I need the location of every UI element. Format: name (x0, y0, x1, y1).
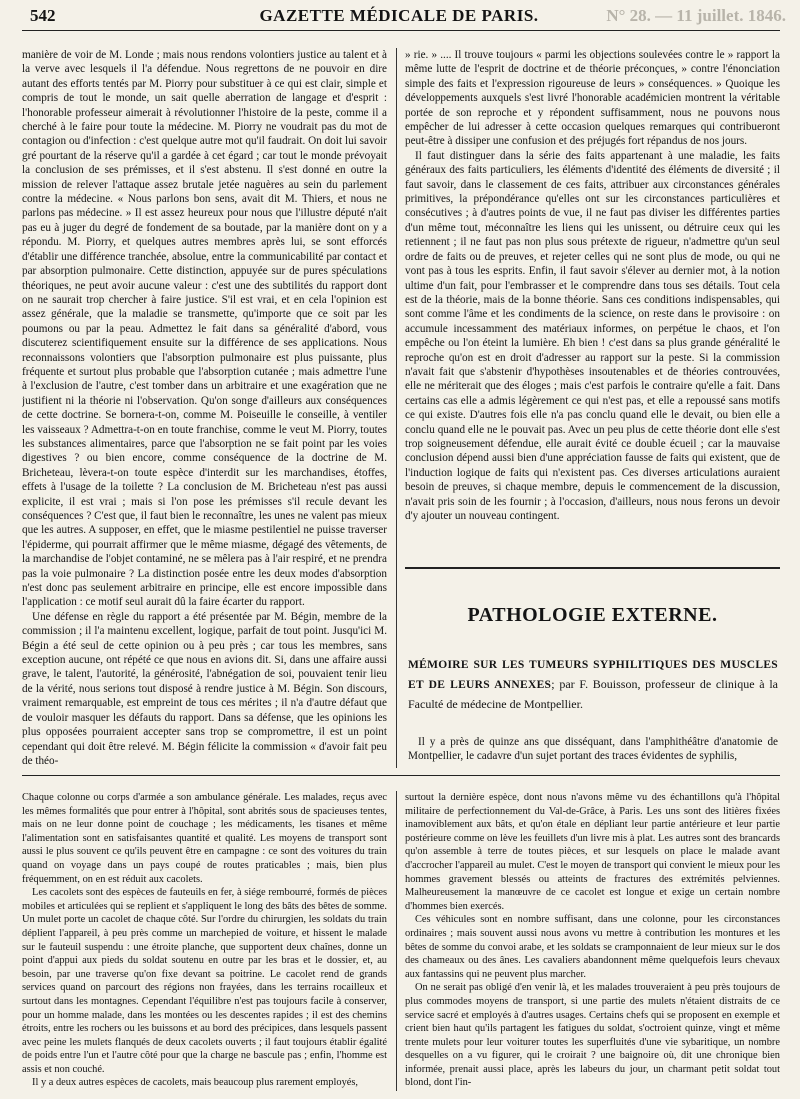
issue-mirror-text: N° 28. — 11 juillet. 1846. (606, 6, 786, 25)
memoir-heading (408, 655, 778, 714)
page-header (8, 4, 790, 26)
memoir-title: MÉMOIRE SUR LES TUMEURS SYPHILITIQUES DES MUSCLES ET DE LEURS ANNEXES (408, 659, 778, 691)
journal-title: GAZETTE MÉDICALE DE PARIS. (259, 6, 539, 25)
memoir-intro: Il y a près de quinze ans que disséquant, dans l'amphithéâtre d'anatomie de Montpellier, le cadavre d'un sujet portant des traces évidentes de syphilis, (408, 736, 778, 763)
paragraph: Il faut distinguer dans la série des faits appartenant à une maladie, les faits généraux des faits particuliers, les éléments d'identité des éléments de diversité ; il faut savoir, dans le classement de ces faits, attribuer aux circonstances générales primitives, la prépondérance qu'elles ont sur les circonstances particulières et consécutives ; à d'autres points de vue, il ne faut pas diviser les différentes parties d'un même tout, méconnaître les liens qui les unissent, ou détruire ceux qui les retiennent ; il ne faut pas non plus sous prétexte de rigueur, n'admettre qu'un seul ordre de faits ou de preuves, et rejeter celles qui ne sont plus de mode, ou qui ne vont pas à tous les esprits. Enfin, il faut savoir s'élever au dernier mot, à la notion ultime d'un fait, pour l'embrasser et le comprendre dans tous ses détails. Tout cela est de la théorie, mais de la bonne théorie. Sans ces conditions indispensables, qui sont comme l'âme et les condiments de la science, on reste dans le provisoire : on accumule incessamment des matériaux informes, on perpétue le chaos, et l'on empêche ou l'on éteint la lumière. Eh bien ! c'est dans sa plus grande généralité le reproche qu'on est en droit d'adresser au rapport sur la peste. Si la commission n'avait fait que s'abstenir d'hypothèses insoutenables et de théories controuvées, elle ne mériterait que des éloges ; mais c'est parfois le contraire qu'elle a fait. Dans certains cas elle a admis légèrement ce qui n'est pas, et elle a repoussé sans motifs ce qui existe. D'autres fois elle n'a pas conclu quand elle le devait, ou bien elle a conclu quand elle ne le pouvait pas. Avec un peu plus de cette théorie dont elle s'est trop soigneusement défendue, elle aurait évité ce double écueil ; car la mauvaise conclusion dépend aussi bien d'une appréciation fausse de faits qui existent, que de l'induction logique de faits qui n'existent pas. Ces diverses articulations auraient besoin de preuves, si chaque membre, depuis le commencement de la discussion, n'avait pris soin de les fournir ; à l'occasion, d'ailleurs, nous nous ferons un devoir d'y ajouter un nouveau contingent. (405, 149, 780, 522)
paragraph: surtout la dernière espèce, dont nous n'avons même vu des échantillons qu'à l'hôpital militaire de perfectionnement du Val-de-Grâce, à Paris. Les uns sont des litières fixées inamoviblement aux bâts, et qu'on étale en dépliant leur partie antérieure et leur partie postérieure comme on lève les feuillets d'un livre mis à plat. Les autres sont des brancards qu'on assemble à terre de toutes pièces, et sur lesquels on place le malade avant d'accrocher l'appareil au mulet. C'est le moyen de transport qui convient le mieux pour les hommes gravement blessés ou atteints de fractures des extrémités pelviennes. Malheureusement la manœuvre de ce cacolet est longue et exige un certain nombre d'hommes bien exercés. (405, 792, 780, 912)
memoir-author: ; par F. Bouisson, professeur de clinique à la Faculté de médecine de Montpellier. (408, 677, 778, 711)
paragraph: » rie. » .... Il trouve toujours « parmi les objections soulevées contre le » rapport la même lutte de l'esprit de doctrine et de théorie préconçues, » contre l'énonciation simple des faits et l'expression rigoureuse de leurs » conséquences. » Quoique les développements auxquels s'est livré l'honorable académicien montrent la véritable portée de son reproche et y répondent suffisamment, nous ne pouvons nous empêcher de lui adresser à cette occasion quelques remarques qui contribueront peut-être à dissiper une confusion et des préjugés fort répandus de nos jours. (405, 49, 780, 148)
paragraph: On ne serait pas obligé d'en venir là, et les malades trouveraient à peu près toujours de plus commodes moyens de transport, si une partie des mulets n'étaient distraits de ce service sacré et employés à d'autres usages. Certains chefs qui se proposent en exemple et crient bien haut qu'ils partagent les fatigues du soldat, s'octroient quinze, vingt et même trente mulets pour leur voiturer toutes les superfluités d'une vie sybaritique, un nombre desquelles on a vu figurer, qui le croirait ? une baignoire où, dit une chronique bien informée, prenait aussi place, après les labeurs du jour, un charmant petit soldat tout blond, dont l'in- (405, 982, 780, 1089)
header-rule (22, 30, 780, 31)
paragraph: Une défense en règle du rapport a été présentée par M. Bégin, membre de la commission ; il l'a maintenu excellent, logique, parfait de tout point. Jusqu'ici M. Bégin a été seul de cette opinion ou à peu près ; car tous les membres, sans exception aucune, ont répété ce que nous en avions dit. Si, dans une affaire aussi grave, le talent, l'autorité, la générosité, l'abnégation de soi, pouvaient tenir lieu de la vérité, nous serions tout disposé à rendre justice à M. Bégin. Son discours, vraiment remarquable, est empreint de tous ces mérites ; il n'a d'autre défaut que de vouloir masquer les défauts du rapport. Dans sa défense, que les opinions les plus opposées pourraient accepter sans trop se compromettre, il est un point cependant qui doit être relevé. M. Bégin félicite la commission « d'avoir fait peu de théo- (22, 610, 387, 767)
column-divider (396, 791, 397, 1091)
column-divider (396, 48, 397, 768)
paragraph: Chaque colonne ou corps d'armée a son ambulance générale. Les malades, reçus avec les mêmes formalités que pour entrer à l'hôpital, sont abrités sous de spacieuses tentes, mais on ne leur donne point de couchage ; les médicaments, les tisanes et même l'alimentation sont en satisfaisantes quantité et qualité. Les moyens de transport sont aussi le plus souvent ce qu'ils peuvent être en campagne : ce sont des voitures du train quand on voyage dans un pays coupé de routes praticables ; mais, bien plus fréquemment, on en est réduit aux cacolets. (22, 792, 387, 885)
section-rule (405, 567, 780, 569)
middle-rule (22, 775, 780, 776)
left-column (22, 48, 387, 771)
section-title: PATHOLOGIE EXTERNE. (467, 604, 718, 626)
paragraph: Ces véhicules sont en nombre suffisant, dans une colonne, pour les circonstances ordinaires ; mais souvent aussi nous avons vu mettre à contribution les montures et les bêtes de somme du convoi arabe, et les soldats se cramponnaient de leur mieux sur le dos des chameaux ou des ânes. Les cavaliers abandonnent même quelquefois leurs chevaux aux fantassins qui ne peuvent plus marcher. (405, 914, 780, 980)
page-number: 542 (30, 6, 56, 25)
paragraph: Les cacolets sont des espèces de fauteuils en fer, à siége rembourré, formés de pièces mobiles et articulées qui se replient et s'appliquent le long des bâts des bêtes de somme. Un mulet porte un cacolet de chaque côté. Sur l'ordre du chirurgien, les soldats du train déplient l'appareil, à peu près comme un marchepied de voiture, et hissent le malade sur le fauteuil suspendu : une étroite planche, que supportent deux chaînes, donne un point d'appui aux pieds du soldat soutenu en outre par les bras et le dossier, et, au besoin, par une traverse qu'on fixe devant sa poitrine. Le cacolet rend de grands services quand on parcourt des régions non frayées, dans les terrains rocailleux et surtout dans les montagnes. Cependant l'équilibre n'est pas toujours facile à conserver, pour un homme malade, dans les montées ou les descentes rapides ; il est des chemins étroits, entre les rochers ou les buissons et au bord des précipices, dans lesquels passent avec peine les mulets flanqués de deux cacolets ouverts ; il faut toujours établir égalité de poids entre l'un et l'autre côté pour que la charge ne bascule pas ; enfin, l'homme est assis et non couché. (22, 887, 387, 1075)
bottom-right-column (405, 791, 780, 1091)
paragraph: manière de voir de M. Londe ; mais nous rendons volontiers justice au talent et à la verve avec lesquels il l'a défendue. Nous regrettons de ne pouvoir en dire autant des efforts tentés par M. Piorry pour substituer à ce qui est clair, simple et compris de tout le monde, un sait quelle aberration de langage et d'esprit : l'honorable professeur aimerait à révolutionner l'histoire de la peste, comme il a cherché à le faire pour toute la médecine. M. Piorry ne voudrait pas du mot de contagion ou d'infection : c'est quelque autre mot qu'il faudrait. On doit lui savoir gré pourtant de la réserve qu'il a gardée à cet égard ; car tout le monde prévoyait la conclusion de ses prémisses, et il s'est abstenu. Il s'est donné en outre la mission de relever l'attaque assez brutale jetée naguères au sein du parlement contre la médecine. « Nous parlons bon sens, avait dit M. Thiers, et nous ne parlons pas médecine. » Il est assez heureux pour nous que l'illustre député n'ait pas eu à juger du degré de fondement de sa boutade, par la manière dont on y a répondu. M. Piorry, et quelques autres membres après lui, se sont efforcés d'établir une différence tranchée, absolue, entre la communicabilité par contact et par absorption pulmonaire. Cette distinction, appuyée sur de pures spéculations théoriques, ne peut avoir aucune valeur : c'est une des subtilités du rapport dont on ne saurait trop chercher à faire justice. S'il est vrai, et en cela l'opinion est assez générale, que la maladie se transmette, qu'importe que ce soit par les poumons ou par la peau. Admettez le fait dans sa généralité d'abord, vous discuterez scientifiquement ensuite sur la différence de ses applications. Nous reconnaissons volontiers que l'absorption pulmonaire est plus puissante, plus fréquente et surtout plus probable que l'absorption cutanée ; mais admettre l'une à l'exclusion de l'autre, c'est tomber dans un arbitraire et une exagération que ne justifient ni la théorie ni l'observation. Qu'on songe d'ailleurs aux conséquences de cette doctrine. Se bornera-t-on, comme M. Poiseuille le conseille, à ventiler les vaisseaux ? Admettra-t-on en toute franchise, comme le veut M. Piorry, toutes les substances alimentaires, parce que l'absorption ne se fait point par les voies digestives ? ou bien encore, comme conséquence de la doctrine de M. Bricheteau, lèvera-t-on toute espèce d'interdit sur les marchandises, étoffes, effets à l'usage de la toilette ? La conclusion de M. Bricheteau n'est pas aussi explicite, il est vrai ; mais si l'on pose les prémisses s'il recule devant les conséquences ? C'est que, il faut bien le reconnaître, les unes ne valent pas mieux que les autres. A supposer, en effet, que le miasme pestilentiel ne puisse traverser l'épiderme, qui pourrait affirmer que le même miasme, dégagé des vêtements, de la marchandise de l'objet contaminé, ne se mêlera pas à l'air respiré, et ne prendra pas la voie pulmonaire ? La distinction posée entre les deux modes d'absorption n'est donc pas seulement arbitraire en principe, elle est encore impossible dans l'application : ce motif seul aurait dû la faire écarter du rapport. (22, 49, 387, 609)
right-column (405, 48, 780, 548)
bottom-left-column (22, 791, 387, 1091)
paragraph: Il y a deux autres espèces de cacolets, mais beaucoup plus rarement employés, (32, 1077, 359, 1089)
